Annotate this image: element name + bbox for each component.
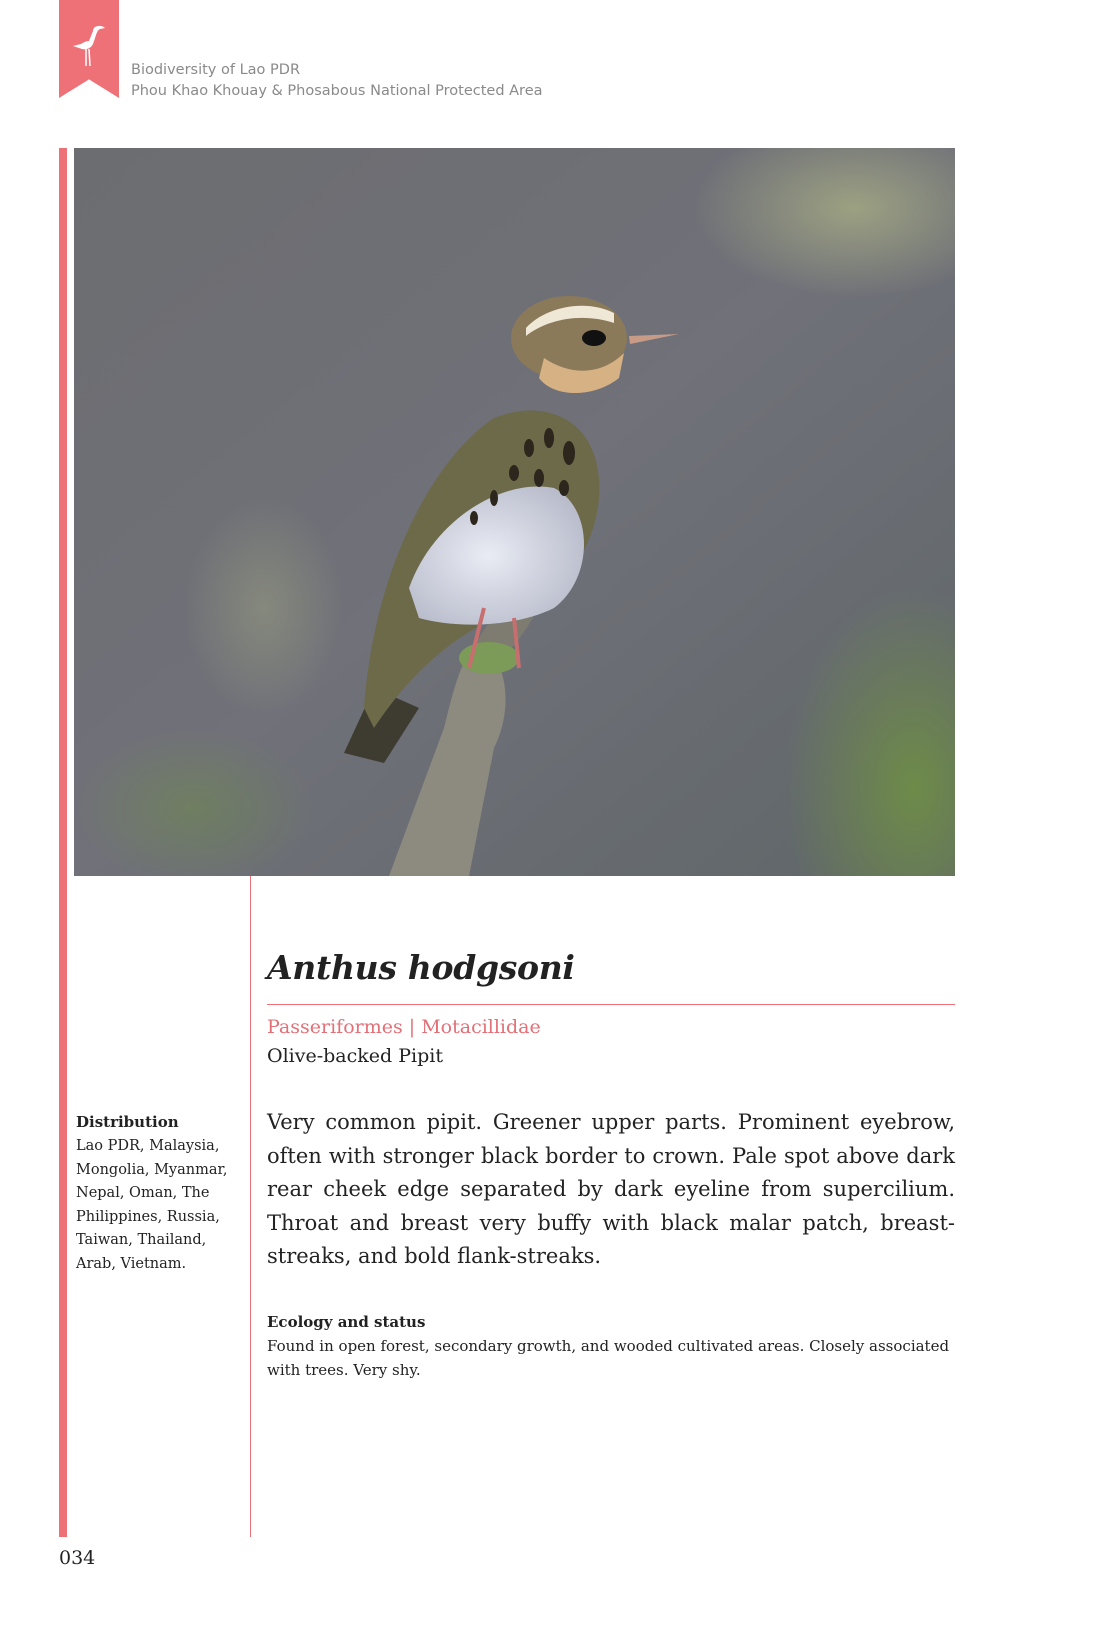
column-divider	[250, 876, 251, 1537]
area-subtitle: Phou Khao Khouay & Phosabous National Protected Area	[131, 83, 543, 99]
page-number: 034	[59, 1547, 96, 1569]
ecology-text: Found in open forest, secondary growth, and wooded cultivated areas. Closely associated with trees. Very shy.	[267, 1337, 950, 1379]
distribution-heading: Distribution	[76, 1113, 179, 1131]
title-rule	[267, 1004, 955, 1005]
crane-icon	[69, 22, 109, 70]
species-description: Very common pipit. Greener upper parts. Prominent eyebrow, often with stronger black border to crown. Pale spot above dark rear cheek edge separated by dark eyeline from supercilium. Throat and breast very buffy with black malar patch, breast-streaks, and bold flank-streaks.	[267, 1110, 955, 1268]
ecology-heading: Ecology and status	[267, 1313, 426, 1331]
running-header	[131, 60, 543, 102]
header-bookmark	[59, 0, 119, 98]
distribution-text: Lao PDR, Malaysia, Mongolia, Myanmar, Nepal, Oman, The Philippines, Russia, Taiwan, Thailand, Arab, Vietnam.	[76, 1138, 228, 1272]
bird-photo	[74, 148, 955, 876]
scientific-name: Anthus hodgsoni	[267, 948, 575, 987]
taxonomy-line: Passeriformes | Motacillidae	[267, 1016, 541, 1038]
series-title: Biodiversity of Lao PDR	[131, 62, 301, 78]
common-name: Olive-backed Pipit	[267, 1045, 443, 1067]
side-accent-bar	[59, 148, 67, 1537]
